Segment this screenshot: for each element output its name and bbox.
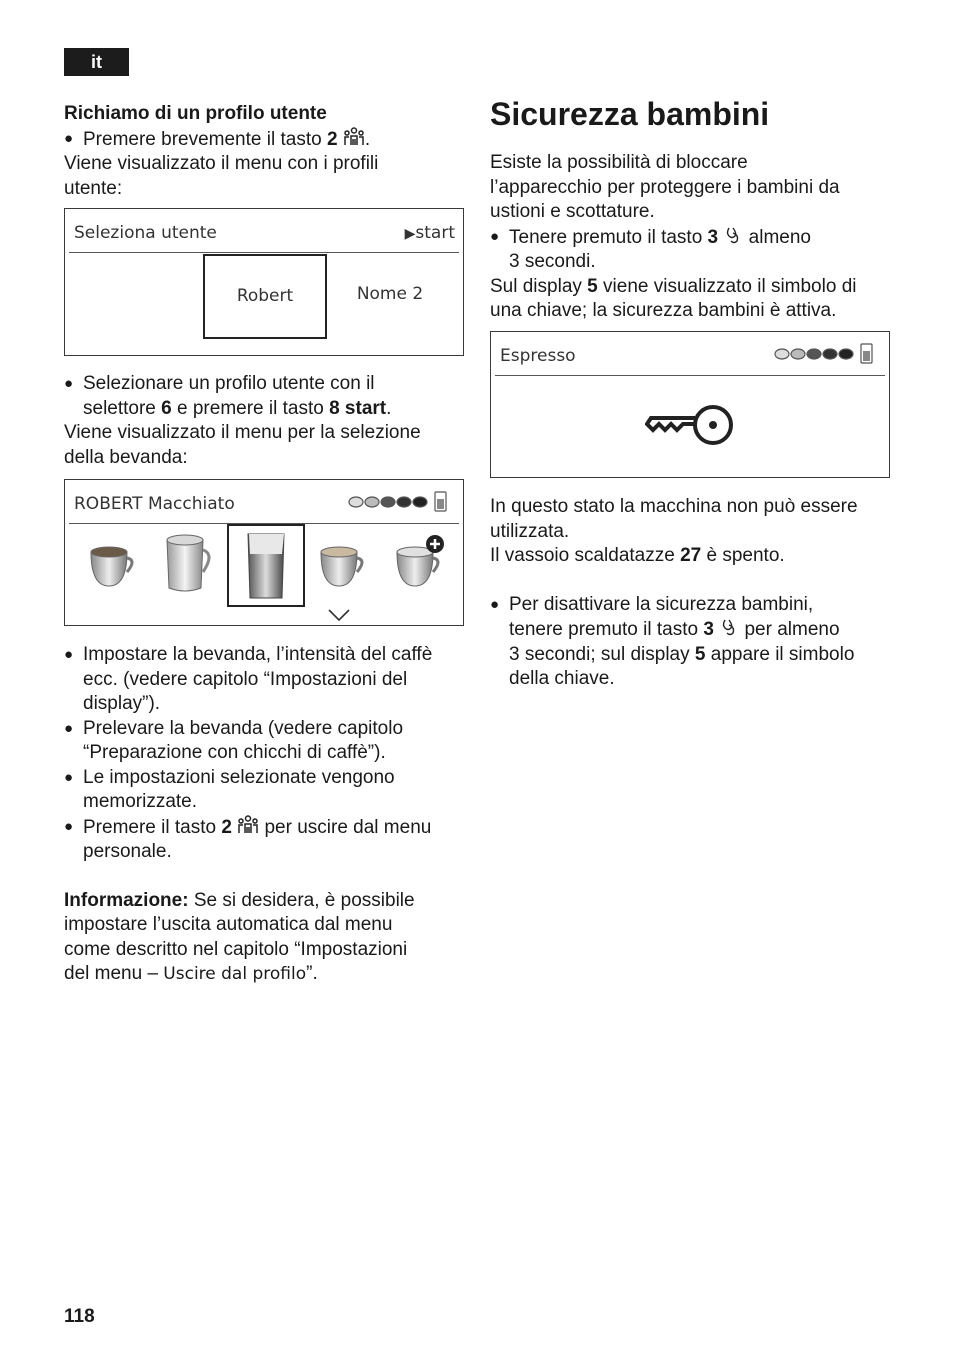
page-number: 118 <box>64 1306 95 1327</box>
bullet-continuation: personale. <box>83 841 172 862</box>
user-profile-icon <box>237 815 259 835</box>
bullet-continuation: selettore 6 e premere il tasto 8 start. <box>83 397 392 419</box>
display-header <box>69 209 459 253</box>
hold-key-icon <box>719 617 739 637</box>
language-tab: it <box>64 48 129 76</box>
bullet-continuation: “Preparazione con chicchi di caffè”). <box>83 742 386 763</box>
display-title: Seleziona utente <box>74 223 217 243</box>
bullet-continuation: ecc. (vedere capitolo “Impostazioni del <box>83 668 408 690</box>
display-title: ROBERT Macchiato <box>74 494 235 514</box>
right-column <box>490 151 900 324</box>
bullet-continuation: memorizzate. <box>83 791 198 812</box>
drink-option-selected[interactable] <box>227 524 305 607</box>
paragraph-line: Viene visualizzato il menu per la selezione <box>64 422 421 443</box>
strength-beans-icon <box>773 341 877 365</box>
left-column <box>64 102 464 201</box>
bullet-item: ● Premere brevemente il tasto 2 . <box>64 127 464 153</box>
paragraph-line: l’apparecchio per proteggere i bambini da <box>490 176 840 198</box>
paragraph-line: ustioni e scottature. <box>490 201 655 222</box>
hold-key-icon <box>723 225 743 245</box>
coffee-mug-icon[interactable] <box>163 532 215 594</box>
user-select-display <box>64 208 464 356</box>
info-paragraph-line: Informazione: Se si desidera, è possibile <box>64 889 415 911</box>
paragraph-line: utente: <box>64 177 123 199</box>
espresso-cup-icon[interactable] <box>87 542 139 590</box>
user-option-selected[interactable]: Robert <box>203 254 327 339</box>
bullet-item: ● Premere il tasto 2 per uscire dal menu <box>64 815 474 841</box>
bullet-item: ● Le impostazioni selezionate vengono <box>64 766 474 791</box>
bullet-continuation: 3 secondi. <box>509 251 596 272</box>
bullet-item: ● Selezionare un profilo utente con il <box>64 372 464 397</box>
info-paragraph-line: impostare l’uscita automatica dal menu <box>64 914 393 935</box>
paragraph-line: della bevanda: <box>64 446 188 468</box>
paragraph-line: Viene visualizzato il menu con i profili <box>64 153 379 174</box>
bullet-item: ● Prelevare la bevanda (vedere capitolo <box>64 717 474 742</box>
info-paragraph-line: del menu – Uscire dal profilo”. <box>64 963 318 984</box>
chevron-down-icon[interactable] <box>327 608 351 622</box>
strength-beans-icon <box>347 489 451 513</box>
paragraph-line: utilizzata. <box>490 520 570 542</box>
paragraph-line: In questo stato la macchina non può essere <box>490 496 858 517</box>
section-title: Sicurezza bambini <box>490 96 770 132</box>
add-drink-cup-icon[interactable] <box>393 534 449 592</box>
bullet-item: ● Per disattivare la sicurezza bambini, <box>490 593 900 618</box>
bullet-continuation: display”). <box>83 693 161 714</box>
play-icon: ▶ <box>404 226 416 242</box>
info-paragraph-line: come descritto nel capitolo “Impostazioni <box>64 938 408 960</box>
display-header <box>69 480 459 524</box>
start-label: ▶start <box>404 223 455 243</box>
paragraph-line: una chiave; la sicurezza bambini è attiva. <box>490 300 837 321</box>
paragraph-line: Sul display 5 viene visualizzato il simbolo di <box>490 275 857 297</box>
bullet-continuation: della chiave. <box>509 668 615 689</box>
cappuccino-cup-icon[interactable] <box>317 542 369 590</box>
key-icon <box>645 402 737 448</box>
paragraph-line: Esiste la possibilità di bloccare <box>490 152 748 173</box>
bullet-continuation: tenere premuto il tasto 3 per almeno <box>509 619 840 640</box>
left-column-3 <box>64 643 474 987</box>
bullet-continuation: 3 secondi; sul display 5 appare il simbolo <box>509 643 855 665</box>
user-option[interactable]: Nome 2 <box>356 284 424 304</box>
display-title: Espresso <box>500 346 576 366</box>
right-column-2 <box>490 495 900 692</box>
latte-glass-icon <box>244 530 288 602</box>
user-profile-icon <box>343 127 365 147</box>
drink-select-display <box>64 479 464 626</box>
left-column-2 <box>64 372 464 470</box>
bullet-item: ● Tenere premuto il tasto 3 almeno <box>490 225 900 251</box>
child-lock-display <box>490 331 890 478</box>
bullet-item: ● Impostare la bevanda, l’intensità del caffè <box>64 643 474 668</box>
section-heading: Richiamo di un profilo utente <box>64 103 327 124</box>
paragraph-line: Il vassoio scaldatazze 27 è spento. <box>490 545 785 566</box>
display-header <box>495 332 885 376</box>
